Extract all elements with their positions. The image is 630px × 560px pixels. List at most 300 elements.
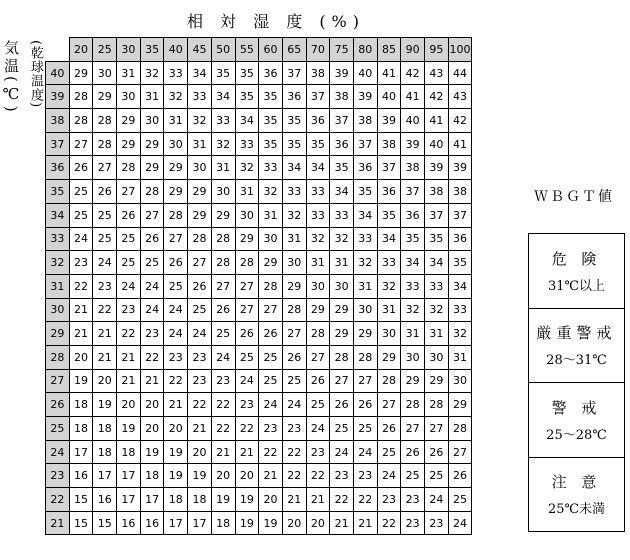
wbgt-cell: 27 (377, 393, 401, 417)
humidity-header-cell: 30 (117, 38, 141, 62)
wbgt-cell: 34 (377, 227, 401, 251)
wbgt-cell: 31 (117, 61, 141, 85)
wbgt-cell: 19 (164, 464, 188, 488)
wbgt-cell: 29 (164, 156, 188, 180)
wbgt-cell: 30 (425, 345, 449, 369)
wbgt-cell: 39 (353, 85, 377, 109)
wbgt-cell: 19 (188, 464, 212, 488)
wbgt-cell: 21 (306, 488, 330, 512)
wbgt-cell: 38 (377, 132, 401, 156)
wbgt-cell: 22 (164, 369, 188, 393)
wbgt-cell: 23 (164, 345, 188, 369)
table-row (46, 251, 472, 275)
wbgt-cell: 37 (401, 180, 425, 204)
wbgt-cell: 32 (306, 227, 330, 251)
wbgt-cell: 36 (282, 85, 306, 109)
wbgt-cell: 35 (211, 61, 235, 85)
wbgt-cell: 26 (93, 180, 117, 204)
table-row (46, 440, 472, 464)
temperature-axis-subtitle: (乾球温度) (28, 40, 43, 109)
wbgt-cell: 25 (353, 417, 377, 441)
legend-level-range: 25～28℃ (546, 427, 607, 443)
wbgt-cell: 22 (306, 464, 330, 488)
wbgt-cell: 26 (401, 440, 425, 464)
wbgt-cell: 32 (282, 203, 306, 227)
humidity-header-cell: 80 (353, 38, 377, 62)
wbgt-cell: 15 (69, 511, 93, 535)
wbgt-cell: 28 (235, 251, 259, 275)
wbgt-cell: 35 (401, 227, 425, 251)
wbgt-cell: 35 (259, 109, 283, 133)
table-row (46, 393, 472, 417)
wbgt-cell: 26 (330, 393, 354, 417)
wbgt-cell: 29 (69, 61, 93, 85)
wbgt-cell: 24 (235, 369, 259, 393)
wbgt-cell: 30 (93, 61, 117, 85)
wbgt-cell: 34 (353, 203, 377, 227)
wbgt-cell: 22 (282, 440, 306, 464)
wbgt-cell: 35 (235, 61, 259, 85)
wbgt-cell: 21 (69, 298, 93, 322)
wbgt-cell: 30 (259, 227, 283, 251)
wbgt-cell: 25 (282, 369, 306, 393)
wbgt-cell: 36 (259, 61, 283, 85)
wbgt-cell: 16 (93, 488, 117, 512)
wbgt-cell: 29 (448, 393, 472, 417)
wbgt-cell: 22 (377, 511, 401, 535)
wbgt-cell: 29 (164, 180, 188, 204)
humidity-header-cell: 45 (188, 38, 212, 62)
wbgt-cell: 26 (259, 322, 283, 346)
wbgt-cell: 33 (401, 274, 425, 298)
temperature-row-header: 30 (46, 298, 70, 322)
wbgt-cell: 34 (211, 85, 235, 109)
temperature-row-header: 31 (46, 274, 70, 298)
wbgt-cell: 18 (188, 488, 212, 512)
wbgt-cell: 33 (330, 203, 354, 227)
wbgt-cell: 23 (353, 464, 377, 488)
wbgt-cell: 19 (69, 369, 93, 393)
wbgt-cell: 41 (377, 61, 401, 85)
wbgt-cell: 20 (69, 345, 93, 369)
wbgt-cell: 25 (330, 417, 354, 441)
temperature-row-header: 35 (46, 180, 70, 204)
wbgt-cell: 21 (259, 464, 283, 488)
humidity-header-cell: 55 (235, 38, 259, 62)
table-row (46, 464, 472, 488)
wbgt-cell: 28 (377, 369, 401, 393)
wbgt-cell: 19 (235, 488, 259, 512)
humidity-axis-title: 相 対 湿 度 (%) (186, 12, 366, 31)
wbgt-cell: 31 (211, 156, 235, 180)
table-row (46, 298, 472, 322)
wbgt-cell: 34 (282, 156, 306, 180)
wbgt-cell: 34 (188, 61, 212, 85)
wbgt-cell: 32 (259, 180, 283, 204)
wbgt-cell: 29 (235, 227, 259, 251)
wbgt-cell: 21 (69, 322, 93, 346)
wbgt-cell: 20 (306, 511, 330, 535)
wbgt-cell: 28 (93, 109, 117, 133)
legend-box (529, 234, 624, 309)
wbgt-cell: 30 (211, 180, 235, 204)
legend-box (529, 383, 624, 458)
wbgt-cell: 39 (330, 61, 354, 85)
wbgt-cell: 33 (235, 132, 259, 156)
wbgt-cell: 23 (69, 251, 93, 275)
wbgt-cell: 38 (306, 61, 330, 85)
wbgt-cell: 37 (330, 109, 354, 133)
wbgt-cell: 25 (448, 488, 472, 512)
table-row (46, 156, 472, 180)
wbgt-cell: 30 (235, 203, 259, 227)
wbgt-cell: 27 (164, 227, 188, 251)
wbgt-cell: 31 (353, 274, 377, 298)
wbgt-cell: 26 (164, 251, 188, 275)
wbgt-cell: 19 (164, 440, 188, 464)
wbgt-cell: 33 (164, 61, 188, 85)
wbgt-cell: 21 (93, 345, 117, 369)
wbgt-cell: 32 (330, 227, 354, 251)
wbgt-cell: 23 (425, 511, 449, 535)
wbgt-cell: 35 (377, 203, 401, 227)
wbgt-cell: 26 (69, 156, 93, 180)
wbgt-cell: 27 (353, 369, 377, 393)
wbgt-cell: 30 (188, 156, 212, 180)
table-header (46, 38, 472, 62)
wbgt-cell: 35 (448, 251, 472, 275)
wbgt-cell: 20 (164, 417, 188, 441)
wbgt-cell: 23 (401, 511, 425, 535)
wbgt-cell: 24 (211, 345, 235, 369)
wbgt-cell: 23 (306, 440, 330, 464)
humidity-header-cell: 75 (330, 38, 354, 62)
wbgt-cell: 31 (282, 227, 306, 251)
wbgt-cell: 30 (330, 274, 354, 298)
wbgt-cell: 38 (353, 109, 377, 133)
wbgt-cell: 40 (377, 85, 401, 109)
wbgt-cell: 21 (117, 345, 141, 369)
table-row (46, 274, 472, 298)
wbgt-cell: 20 (235, 464, 259, 488)
wbgt-cell: 33 (259, 156, 283, 180)
wbgt-cell: 24 (306, 417, 330, 441)
temperature-row-header: 22 (46, 488, 70, 512)
wbgt-cell: 29 (306, 298, 330, 322)
wbgt-cell: 23 (401, 488, 425, 512)
wbgt-cell: 33 (188, 85, 212, 109)
wbgt-cell: 26 (140, 227, 164, 251)
wbgt-cell: 40 (425, 132, 449, 156)
wbgt-cell: 23 (259, 417, 283, 441)
wbgt-cell: 38 (425, 180, 449, 204)
table-row (46, 109, 472, 133)
corner-cell (46, 38, 70, 62)
wbgt-cell: 24 (330, 440, 354, 464)
wbgt-cell: 25 (93, 203, 117, 227)
wbgt-cell: 15 (93, 511, 117, 535)
wbgt-cell: 24 (164, 298, 188, 322)
wbgt-cell: 25 (377, 440, 401, 464)
temperature-row-header: 27 (46, 369, 70, 393)
wbgt-cell: 23 (330, 464, 354, 488)
wbgt-cell: 25 (259, 345, 283, 369)
wbgt-cell: 27 (140, 203, 164, 227)
wbgt-cell: 27 (211, 274, 235, 298)
wbgt-cell: 28 (140, 180, 164, 204)
wbgt-cell: 18 (117, 440, 141, 464)
wbgt-cell: 31 (306, 251, 330, 275)
wbgt-cell: 27 (330, 369, 354, 393)
wbgt-cell: 24 (140, 274, 164, 298)
wbgt-cell: 35 (330, 156, 354, 180)
wbgt-cell: 25 (235, 345, 259, 369)
wbgt-cell: 23 (93, 274, 117, 298)
wbgt-cell: 31 (259, 203, 283, 227)
wbgt-cell: 37 (448, 203, 472, 227)
temperature-row-header: 32 (46, 251, 70, 275)
table-row (46, 488, 472, 512)
temperature-row-header: 25 (46, 417, 70, 441)
wbgt-cell: 34 (425, 251, 449, 275)
wbgt-cell: 24 (282, 393, 306, 417)
wbgt-cell: 20 (140, 417, 164, 441)
wbgt-cell: 18 (211, 511, 235, 535)
humidity-header-cell: 20 (69, 38, 93, 62)
wbgt-cell: 36 (401, 203, 425, 227)
wbgt-cell: 23 (282, 417, 306, 441)
humidity-header-cell: 60 (259, 38, 283, 62)
wbgt-cell: 40 (353, 61, 377, 85)
humidity-header-row (46, 38, 472, 62)
wbgt-cell: 28 (259, 274, 283, 298)
wbgt-cell: 18 (93, 440, 117, 464)
wbgt-cell: 20 (188, 440, 212, 464)
wbgt-cell: 17 (117, 488, 141, 512)
table-row (46, 61, 472, 85)
wbgt-cell: 20 (282, 511, 306, 535)
wbgt-cell: 37 (377, 156, 401, 180)
wbgt-cell: 17 (188, 511, 212, 535)
wbgt-cell: 32 (235, 156, 259, 180)
wbgt-cell: 28 (448, 417, 472, 441)
wbgt-cell: 27 (69, 132, 93, 156)
temperature-row-header: 33 (46, 227, 70, 251)
wbgt-cell: 25 (211, 322, 235, 346)
legend-level-name: 注 意 (551, 473, 602, 492)
wbgt-cell: 24 (259, 393, 283, 417)
wbgt-cell: 26 (282, 345, 306, 369)
wbgt-cell: 29 (93, 85, 117, 109)
wbgt-cell: 35 (353, 180, 377, 204)
wbgt-cell: 34 (235, 109, 259, 133)
wbgt-cell: 21 (235, 440, 259, 464)
wbgt-cell: 31 (401, 322, 425, 346)
wbgt-cell: 15 (69, 488, 93, 512)
humidity-header-cell: 25 (93, 38, 117, 62)
wbgt-cell: 30 (164, 132, 188, 156)
wbgt-cell: 23 (235, 393, 259, 417)
humidity-header-cell: 40 (164, 38, 188, 62)
wbgt-cell: 22 (69, 274, 93, 298)
wbgt-cell: 35 (306, 132, 330, 156)
humidity-header-cell: 90 (401, 38, 425, 62)
wbgt-table (45, 37, 472, 535)
wbgt-cell: 28 (211, 227, 235, 251)
wbgt-cell: 25 (69, 203, 93, 227)
wbgt-cell: 25 (93, 227, 117, 251)
wbgt-cell: 22 (235, 417, 259, 441)
wbgt-cell: 28 (330, 345, 354, 369)
wbgt-cell: 24 (164, 322, 188, 346)
wbgt-cell: 31 (330, 251, 354, 275)
wbgt-cell: 18 (140, 464, 164, 488)
wbgt-cell: 33 (448, 298, 472, 322)
wbgt-cell: 33 (306, 203, 330, 227)
legend-box (529, 309, 624, 384)
wbgt-cell: 26 (353, 393, 377, 417)
temperature-row-header: 26 (46, 393, 70, 417)
wbgt-cell: 23 (188, 345, 212, 369)
wbgt-cell: 27 (235, 274, 259, 298)
temperature-row-header: 37 (46, 132, 70, 156)
wbgt-cell: 19 (259, 511, 283, 535)
wbgt-cell: 32 (188, 109, 212, 133)
wbgt-cell: 37 (425, 203, 449, 227)
wbgt-cell: 28 (425, 393, 449, 417)
wbgt-cell: 27 (188, 251, 212, 275)
wbgt-cell: 28 (164, 203, 188, 227)
wbgt-cell: 37 (282, 61, 306, 85)
wbgt-cell: 22 (117, 322, 141, 346)
wbgt-cell: 21 (353, 511, 377, 535)
wbgt-cell: 29 (188, 203, 212, 227)
legend-level-name: 厳重警戒 (536, 324, 617, 343)
wbgt-cell: 38 (330, 85, 354, 109)
wbgt-legend (528, 233, 625, 532)
wbgt-cell: 29 (377, 345, 401, 369)
wbgt-cell: 25 (425, 464, 449, 488)
wbgt-cell: 35 (425, 227, 449, 251)
wbgt-cell: 36 (330, 132, 354, 156)
legend-level-range: 31℃以上 (547, 278, 606, 294)
wbgt-cell: 31 (188, 132, 212, 156)
wbgt-cell: 28 (93, 132, 117, 156)
wbgt-cell: 16 (140, 511, 164, 535)
wbgt-cell: 29 (140, 156, 164, 180)
wbgt-cell: 22 (211, 417, 235, 441)
table-row (46, 203, 472, 227)
legend-level-name: 危 険 (551, 249, 602, 268)
temperature-row-header: 29 (46, 322, 70, 346)
wbgt-cell: 16 (69, 464, 93, 488)
wbgt-cell: 30 (117, 85, 141, 109)
wbgt-cell: 30 (306, 274, 330, 298)
wbgt-cell: 34 (306, 156, 330, 180)
wbgt-cell: 17 (117, 464, 141, 488)
table-row (46, 369, 472, 393)
wbgt-cell: 22 (330, 488, 354, 512)
table-row (46, 322, 472, 346)
temperature-row-header: 21 (46, 511, 70, 535)
wbgt-cell: 19 (211, 488, 235, 512)
wbgt-cell: 36 (353, 156, 377, 180)
table-body (46, 61, 472, 535)
legend-level-name: 警 戒 (551, 398, 602, 417)
wbgt-cell: 28 (353, 345, 377, 369)
wbgt-cell: 22 (211, 393, 235, 417)
temperature-row-header: 34 (46, 203, 70, 227)
table-row (46, 132, 472, 156)
wbgt-cell: 35 (235, 85, 259, 109)
wbgt-cell: 26 (306, 369, 330, 393)
wbgt-cell: 29 (353, 322, 377, 346)
legend-title: ＷＢＧＴ値 (534, 189, 614, 205)
wbgt-cell: 27 (282, 322, 306, 346)
legend-level-range: 25℃未満 (547, 502, 606, 518)
wbgt-cell: 36 (306, 109, 330, 133)
wbgt-cell: 32 (425, 298, 449, 322)
wbgt-cell: 19 (235, 511, 259, 535)
wbgt-cell: 21 (330, 511, 354, 535)
wbgt-cell: 22 (140, 345, 164, 369)
wbgt-cell: 27 (259, 298, 283, 322)
wbgt-cell: 24 (188, 322, 212, 346)
legend-level-range: 28～31℃ (546, 353, 607, 369)
wbgt-cell: 25 (140, 251, 164, 275)
wbgt-cell: 21 (188, 417, 212, 441)
wbgt-cell: 28 (282, 298, 306, 322)
wbgt-cell: 31 (164, 109, 188, 133)
wbgt-cell: 26 (211, 298, 235, 322)
wbgt-cell: 29 (259, 251, 283, 275)
wbgt-cell: 17 (140, 488, 164, 512)
wbgt-cell: 25 (401, 464, 425, 488)
wbgt-cell: 29 (401, 369, 425, 393)
wbgt-cell: 32 (377, 274, 401, 298)
wbgt-cell: 26 (425, 440, 449, 464)
wbgt-cell: 35 (259, 85, 283, 109)
wbgt-cell: 34 (448, 274, 472, 298)
wbgt-cell: 29 (117, 109, 141, 133)
wbgt-cell: 25 (306, 393, 330, 417)
wbgt-cell: 36 (448, 227, 472, 251)
wbgt-cell: 22 (188, 393, 212, 417)
wbgt-cell: 21 (282, 488, 306, 512)
wbgt-cell: 32 (211, 132, 235, 156)
wbgt-cell: 24 (69, 227, 93, 251)
wbgt-cell: 31 (140, 85, 164, 109)
wbgt-cell: 27 (401, 417, 425, 441)
humidity-header-cell: 50 (211, 38, 235, 62)
wbgt-cell: 24 (425, 488, 449, 512)
wbgt-cell: 41 (401, 85, 425, 109)
wbgt-cell: 28 (69, 85, 93, 109)
wbgt-cell: 20 (259, 488, 283, 512)
temperature-axis-title: 気温(℃) (2, 40, 20, 115)
wbgt-cell: 28 (188, 227, 212, 251)
wbgt-cell: 31 (448, 345, 472, 369)
table-row (46, 85, 472, 109)
wbgt-cell: 18 (69, 393, 93, 417)
wbgt-cell: 21 (93, 322, 117, 346)
wbgt-cell: 22 (259, 440, 283, 464)
table-row (46, 511, 472, 535)
wbgt-cell: 22 (282, 464, 306, 488)
temperature-row-header: 24 (46, 440, 70, 464)
wbgt-cell: 30 (140, 109, 164, 133)
wbgt-cell: 16 (117, 511, 141, 535)
